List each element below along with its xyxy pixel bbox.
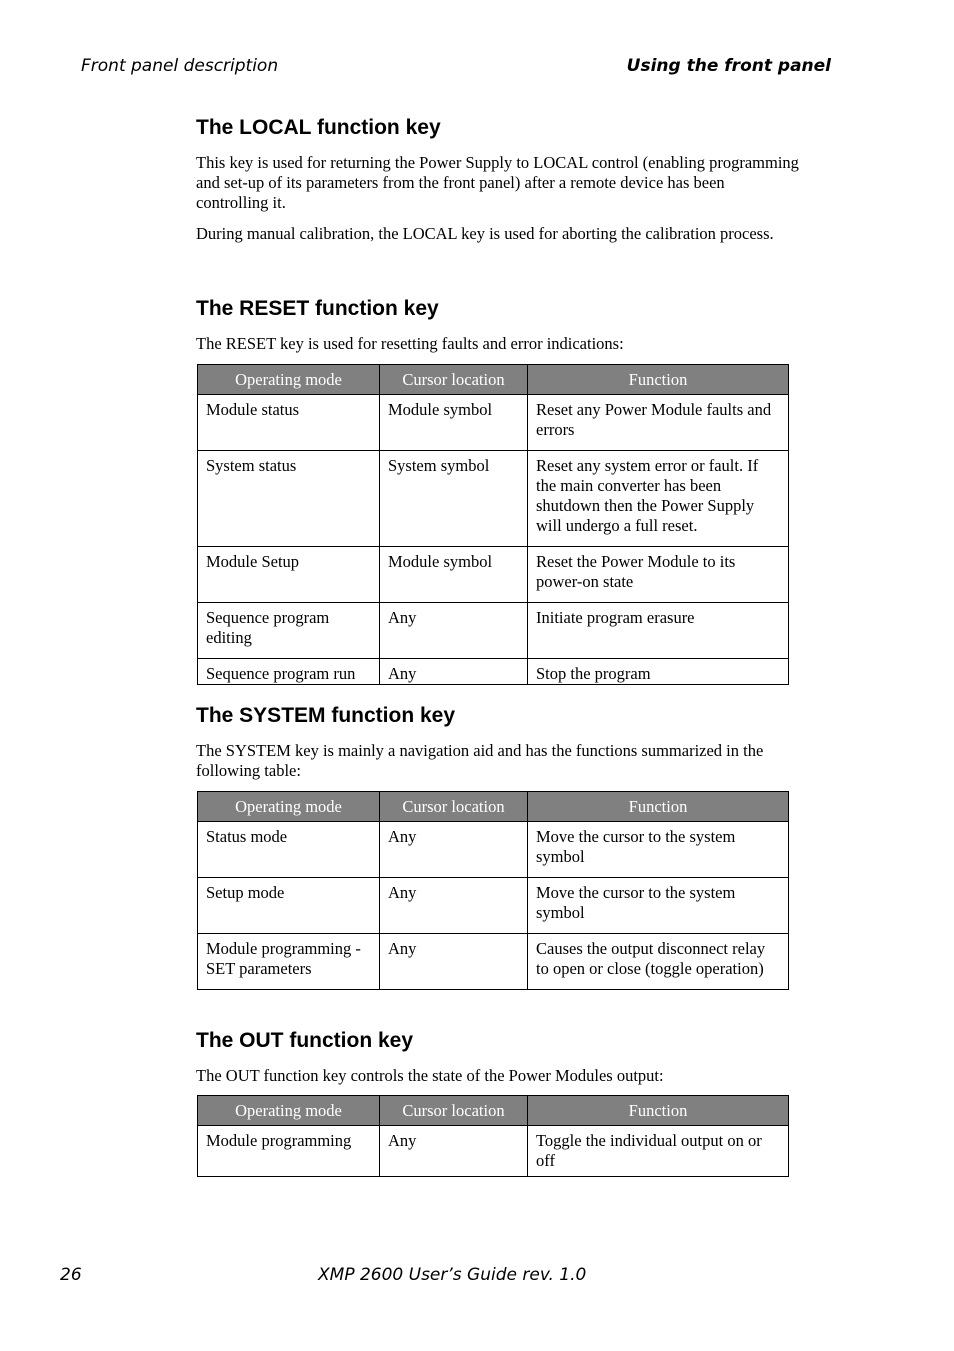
table-cell: Any	[380, 878, 528, 934]
out-intro: The OUT function key controls the state of the Power Modules output:	[196, 1066, 664, 1085]
table-row	[198, 822, 789, 878]
table-cell: Any	[380, 1126, 528, 1177]
table-row	[198, 934, 789, 990]
column-header: Cursor location	[380, 792, 528, 822]
system-heading: The SYSTEM function key	[196, 704, 456, 727]
reset-table	[197, 364, 789, 685]
reset-table-header	[198, 365, 789, 395]
column-header: Operating mode	[198, 1096, 380, 1126]
table-row	[198, 878, 789, 934]
table-cell: Causes the output disconnect relay to open or close (toggle operation)	[528, 934, 789, 990]
column-header: Function	[528, 792, 789, 822]
table-row	[198, 603, 789, 659]
column-header: Cursor location	[380, 365, 528, 395]
footer-title: XMP 2600 User’s Guide rev. 1.0	[318, 1265, 587, 1285]
table-cell: Toggle the individual output on or off	[528, 1126, 789, 1177]
table-cell: Move the cursor to the system symbol	[528, 878, 789, 934]
table-cell: System symbol	[380, 451, 528, 547]
out-heading: The OUT function key	[196, 1029, 414, 1052]
local-heading: The LOCAL function key	[196, 116, 441, 139]
column-header: Operating mode	[198, 792, 380, 822]
column-header: Function	[528, 365, 789, 395]
table-cell: Module Setup	[198, 547, 380, 603]
column-header: Operating mode	[198, 365, 380, 395]
table-cell: Any	[380, 934, 528, 990]
table-cell: Any	[380, 603, 528, 659]
table-cell: Reset any Power Module faults and errors	[528, 395, 789, 451]
table-row	[198, 547, 789, 603]
table-cell: Setup mode	[198, 878, 380, 934]
local-paragraph-2: During manual calibration, the LOCAL key is used for aborting the calibration process.	[196, 224, 774, 243]
table-cell: Sequence program run	[198, 659, 380, 685]
reset-intro: The RESET key is used for resetting faults and error indications:	[196, 334, 624, 353]
table-row	[198, 451, 789, 547]
table-cell: Module symbol	[380, 547, 528, 603]
table-cell: System status	[198, 451, 380, 547]
system-intro: The SYSTEM key is mainly a navigation aid and has the functions summarized in the following table:	[196, 741, 764, 780]
page-number: 26	[60, 1265, 82, 1285]
table-cell: Module programming	[198, 1126, 380, 1177]
table-cell: Module symbol	[380, 395, 528, 451]
table-cell: Status mode	[198, 822, 380, 878]
table-row	[198, 1126, 789, 1177]
column-header: Cursor location	[380, 1096, 528, 1126]
table-cell: Stop the program	[528, 659, 789, 685]
table-cell: Module programming - SET parameters	[198, 934, 380, 990]
page-header-section: Front panel description	[81, 56, 279, 76]
page-header-chapter: Using the front panel	[626, 56, 831, 76]
column-header: Function	[528, 1096, 789, 1126]
reset-heading: The RESET function key	[196, 297, 439, 320]
table-row	[198, 395, 789, 451]
system-table	[197, 791, 789, 990]
system-table-header	[198, 792, 789, 822]
table-cell: Reset the Power Module to its power-on state	[528, 547, 789, 603]
table-cell: Move the cursor to the system symbol	[528, 822, 789, 878]
out-table	[197, 1095, 789, 1177]
table-cell: Initiate program erasure	[528, 603, 789, 659]
table-row	[198, 659, 789, 685]
local-paragraph-1: This key is used for returning the Power Supply to LOCAL control (enabling programming and set-up of its parameters from the front panel) after a remote device has been controlling it.	[196, 153, 799, 212]
table-cell: Module status	[198, 395, 380, 451]
out-table-header	[198, 1096, 789, 1126]
table-cell: Sequence program editing	[198, 603, 380, 659]
table-cell: Any	[380, 822, 528, 878]
table-cell: Reset any system error or fault. If the main converter has been shutdown then the Power Supply will undergo a full reset.	[528, 451, 789, 547]
table-cell: Any	[380, 659, 528, 685]
